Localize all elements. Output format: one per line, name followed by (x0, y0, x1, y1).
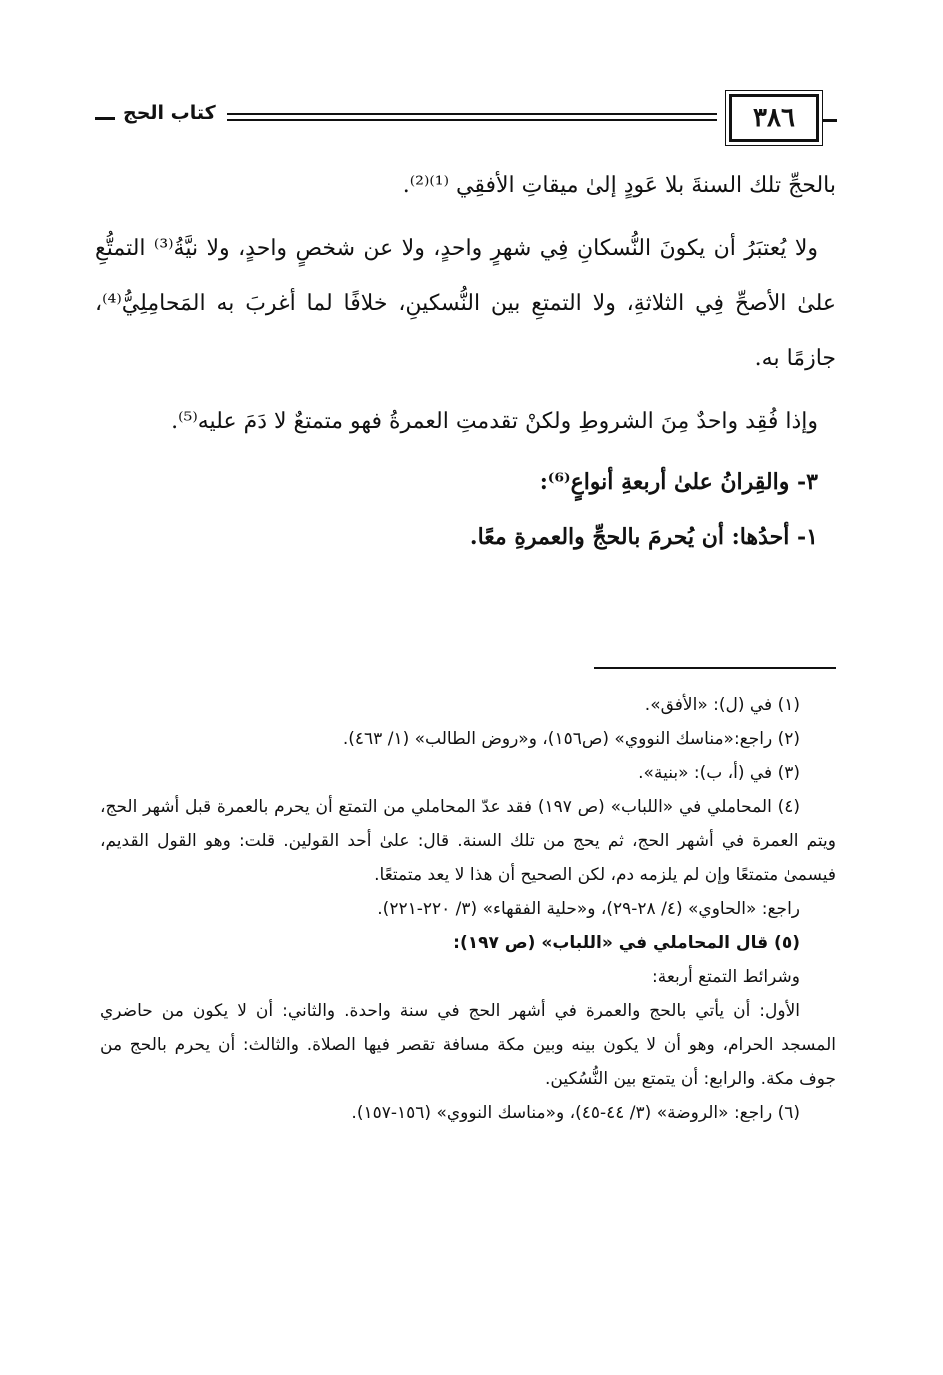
footnote: (٤) المحاملي في «اللباب» (ص ١٩٧) فقد عدّ المحاملي من التمتع أن يحرم بالعمرة قبل أشهر الحج، ويتم العمرة في أشهر الحج، ثم يحج من تلك السنة. قال: علىٰ أحد القولين. قلت: وهو القول القديم، فيسمىٰ متمتعًا وإن لم يلزمه دم، لكن الصحيح أن هذا لا يعد متمتعًا. (100, 797, 836, 885)
paragraph: ولا يُعتبَرُ أن يكونَ النُّسكانِ فِي شهرٍ واحدٍ، ولا عن شخصٍ واحدٍ، ولا نيَّةُ⁽³⁾ التمتُّعِ علىٰ الأصحِّ فِي الثلاثةِ، ولا التمتعِ بين النُّسكينِ، خلافًا لما أغربَ به المَحامِلِيُّ⁽⁴⁾، جازمًا به. (95, 236, 836, 371)
header-rule (227, 113, 717, 115)
paragraph: بالحجِّ تلك السنةَ بلا عَودٍ إلىٰ ميقاتِ الأفقِي ⁽¹⁾⁽²⁾. (402, 173, 836, 198)
footnote: (٥) قال المحاملي في «اللباب» (ص ١٩٧): (453, 933, 800, 953)
header-rule (823, 119, 837, 122)
main-text (95, 158, 836, 565)
footnote-text: وشرائط التمتع أربعة: (652, 967, 800, 987)
footnote-reference: راجع: «الحاوي» (٤/ ٢٨-٢٩)، و«حلية الفقهاء» (٣/ ٢٢٠-٢٢١). (377, 899, 800, 919)
footnote-separator (594, 667, 836, 669)
footnote: (٦) راجع: «الروضة» (٣/ ٤٤-٤٥)، و«مناسك النووي» (١٥٦-١٥٧). (351, 1103, 800, 1123)
page-number: ٣٨٦ (753, 103, 795, 133)
header-rule (95, 117, 115, 120)
running-title: كتاب الحج (123, 102, 216, 124)
footnotes (100, 688, 836, 1130)
section-heading: ٣- والقِرانُ علىٰ أربعةِ أنواعٍ⁽⁶⁾: (539, 469, 818, 495)
page-number-frame (729, 94, 819, 142)
footnote: (٣) في (أ، ب): «بنية». (638, 763, 800, 783)
footnote: (١) في (ل): «الأفق». (644, 695, 800, 715)
list-item: ١- أحدُها: أن يُحرمَ بالحجِّ والعمرةِ معًا. (469, 524, 818, 550)
footnote: (٢) راجع:«مناسك النووي» (ص١٥٦)، و«روض الطالب» (١/ ٤٦٣). (342, 729, 800, 749)
footnote-text: الأول: أن يأتي بالحج والعمرة في أشهر الحج في سنة واحدة. والثاني: أن لا يكون من حاضري المسجد الحرام، وهو أن لا يكون بينه وبين مكة مسافة تقصر فيها الصلاة. والثالث: أن يحرم بالحج من جوف مكة. والرابع: أن يتمتع بين النُّسُكين. (100, 1001, 836, 1089)
paragraph: وإذا فُقِد واحدٌ مِنَ الشروطِ ولكنْ تقدمتِ العمرةُ فهو متمتعٌ لا دَمَ عليه⁽⁵⁾. (171, 409, 818, 434)
page-header (95, 88, 837, 148)
header-rule (227, 119, 717, 121)
